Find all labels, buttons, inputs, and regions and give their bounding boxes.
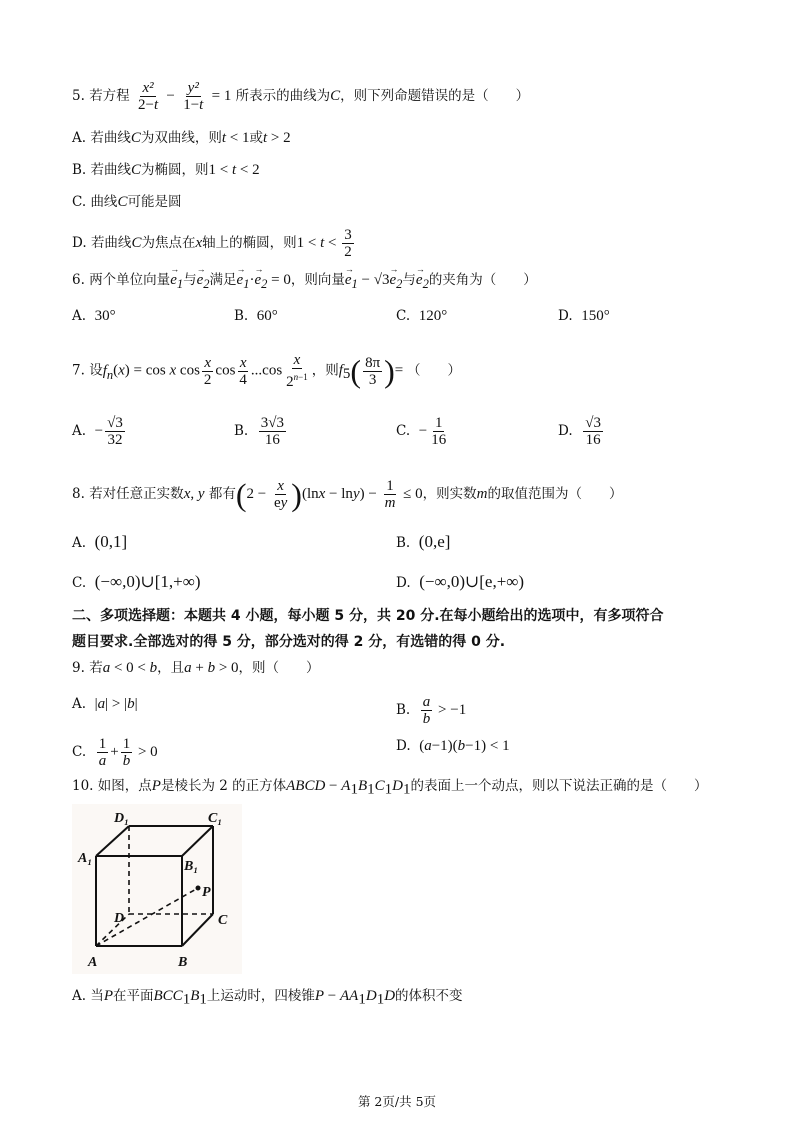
q8-option-b: B. (0,e]: [396, 532, 451, 551]
q6-option-d: D. 150°: [558, 308, 610, 324]
q6-option-c: C. 120°: [396, 308, 448, 324]
q10-stem: 10. 如图，点P是棱长为 2 的正方体ABCD − $A_1B_1C_1D_1$的表面上一个动点，则以下说法正确的是（ ）: [72, 778, 708, 798]
label-a1: A₁: [78, 851, 93, 866]
q5-number: 5.: [72, 88, 85, 104]
q7-option-b: B. $\frac{3√3}{16}$: [234, 415, 285, 448]
label-b: B: [178, 955, 188, 970]
page-footer: 第 2页/共 5页: [357, 1094, 437, 1109]
q10-option-a: A. 当P在平面$BCC_1B_1$上运动时，四棱锥$P - AA_1D_1D$的体积不变: [72, 988, 463, 1008]
label-p: P: [202, 885, 211, 900]
q5-option-d: D. 若曲线C为焦点在x轴上的椭圆，则1 < t < $\frac{3}{2}$: [72, 227, 352, 260]
q9-option-b: B. $\frac{a}{b}$ > −1: [396, 694, 467, 727]
section2-heading-line2: 题目要求.全部选对的得 5 分，部分选对的得 2 分，有选错的得 0 分.: [72, 634, 506, 650]
q6-option-a: A. 30°: [72, 308, 116, 324]
point-p: [196, 886, 201, 891]
q7-option-d: D. $\frac{√3}{16}$: [558, 415, 601, 448]
label-c: C: [218, 913, 228, 928]
q9-option-a: A. |a| > |b|: [72, 696, 138, 712]
section2-heading-line1: 二、多项选择题：本题共 4 小题，每小题 5 分，共 20 分.在每小题给出的选项中，有多项符合: [72, 608, 664, 624]
q9-stem: 9. 若a < 0 < b，且a + b > 0，则（ ）: [72, 660, 320, 676]
cube-figure: [72, 804, 242, 974]
q7-option-c: C. − $\frac{1}{16}$: [396, 415, 447, 448]
q7-option-a: A. − $\frac{√3}{32}$: [72, 415, 123, 448]
q5-option-a: A. 若曲线C为双曲线，则t < 1或t > 2: [72, 130, 291, 146]
label-d1: D₁: [114, 811, 129, 826]
q8-option-d: D. (−∞,0)∪[e,+∞): [396, 572, 525, 591]
q5-frac2: $\frac{\text{y²}}{1-t}$: [183, 80, 204, 113]
label-c1: C₁: [208, 811, 223, 826]
q6-stem: 6. 两个单位向量→ $e_1$与→ $e_2$满足→ $e_1\cdot\to e_2 = 0$，则向量→ $e_1 - √3\to e_2$与→ $e_2$的夹角为（ ）: [72, 270, 537, 294]
label-b1: B₁: [184, 859, 199, 874]
q9-option-d: D. (a−1)(b−1) < 1: [396, 738, 510, 754]
q8-option-a: A. (0,1]: [72, 532, 128, 551]
q5-frac1: $\frac{\text{x²}}{2-t}$: [137, 80, 159, 113]
q5-option-c: C. 曲线C可能是圆: [72, 194, 182, 210]
label-d: D: [114, 911, 125, 926]
q8-option-c: C. (−∞,0)∪[1,+∞): [72, 572, 201, 591]
q7-stem: 7. 设$f_n(x) = \cos x$ cos $\frac{x}{2}$ cos $\frac{x}{4}$ ...cos $\frac{x}{2^{n-1}}$ ，则$f_5$( $\frac{8\pi}{3}$ )= （ ）: [72, 352, 462, 390]
q6-option-b: B. 60°: [234, 308, 278, 324]
q5-option-b: B. 若曲线C为椭圆，则1 < t < 2: [72, 162, 260, 178]
label-a: A: [88, 955, 98, 970]
q9-option-c: C. $\frac{1}{a}$ + $\frac{1}{b}$ > 0: [72, 736, 158, 769]
q8-stem: 8. 若对任意正实数x, y 都有(2 − $\frac{x}{ey}$ )(lnx − lny) − $\frac{1}{m}$ ≤ 0，则实数m的取值范围为（ ）: [72, 476, 623, 513]
q5-stem: 5. 若方程 $\frac{\text{x²}}{2-t}$ − $\frac{\text{y²}}{1-t}$ = 1 所表示的曲线为C，则下列命题错误的是（ ）: [72, 80, 530, 113]
